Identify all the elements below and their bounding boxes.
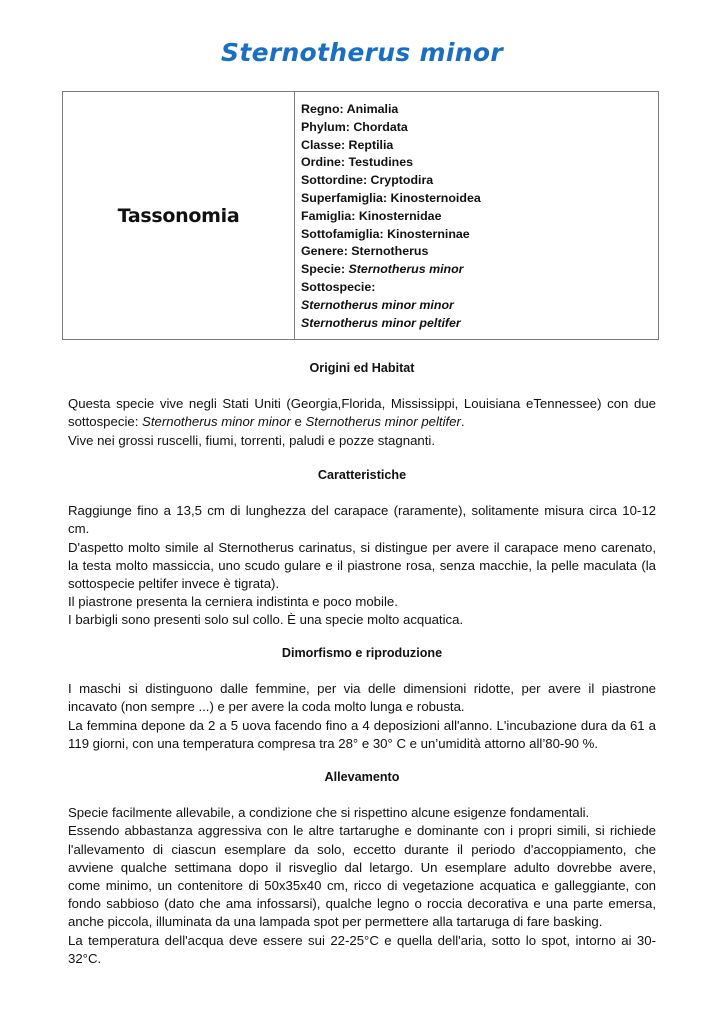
body-line: cm.: [68, 521, 90, 537]
subspecies-item: Sternotherus minor minor: [301, 297, 454, 312]
taxonomy-value: Chordata: [353, 119, 408, 134]
subspecies-item: Sternotherus minor peltifer: [301, 315, 461, 330]
taxonomy-key: Phylum:: [301, 119, 350, 134]
section-origini: [68, 359, 656, 450]
taxonomy-row-specie: [301, 261, 658, 279]
section-heading: Allevamento: [324, 770, 400, 784]
section-allevamento: [68, 768, 656, 968]
taxonomy-value: Animalia: [346, 102, 399, 116]
taxonomy-label-cell: [63, 92, 295, 339]
taxonomy-key: Genere:: [301, 244, 348, 259]
body-line: Vive nei grossi ruscelli, fiumi, torrenti, paludi e pozze stagnanti.: [68, 432, 435, 448]
section-caratteristiche: [68, 466, 656, 630]
body-line: anche piccola, illuminata da una lampada spot per permettere alla tartaruga di fare basking.: [68, 914, 603, 930]
taxonomy-value: Testudines: [348, 155, 414, 170]
taxonomy-row-classe: [301, 137, 658, 155]
body-line: Essendo abbastanza aggressiva con le altre tartarughe e dominante con i propri simili, si richiede: [68, 823, 656, 839]
taxonomy-row-sottofamiglia: [301, 226, 658, 244]
text-run: e: [290, 414, 306, 430]
taxonomy-row-phylum: [301, 119, 658, 137]
taxonomy-key: Famiglia:: [301, 208, 356, 223]
body-line: 119 giorni, con una temperatura compresa tra 28° e 30° C e un’umidità attorno all’80-90 %.: [68, 735, 599, 751]
taxonomy-row-famiglia: [301, 208, 658, 226]
taxonomy-label: Tassonomia: [117, 204, 240, 227]
body-line: D'aspetto molto simile al Sternotherus carinatus, si distingue per avere il carapace meno carenato,: [68, 539, 656, 555]
taxonomy-details-cell: [295, 92, 658, 339]
taxonomy-value: Sternotherus minor: [348, 262, 464, 277]
body-line: La femmina depone da 2 a 5 uova facendo fino a 4 deposizioni all'anno. L'incubazione dura da 61 a: [68, 717, 656, 733]
taxonomy-value: Cryptodira: [370, 173, 434, 188]
species-name: Sternotherus minor minor: [142, 414, 291, 430]
taxonomy-row-ordine: [301, 154, 658, 172]
body-line: 32°C.: [68, 950, 102, 966]
section-body: [68, 502, 656, 629]
taxonomy-row-sottordine: [301, 172, 658, 190]
taxonomy-row-superfamiglia: [301, 190, 658, 208]
body-line: come minimo, un contenitore di 50x35x40 cm, ricco di vegetazione acquatica e galleggiante, con: [68, 878, 656, 894]
taxonomy-value: Kinosternidae: [358, 208, 442, 223]
body-line: avviene qualche settimana dopo il risveglio dal letargo. Un esemplare adulto dovrebbe avere,: [68, 859, 656, 875]
body-line: Il piastrone presenta la cerniera indistinta e poco mobile.: [68, 594, 398, 610]
document-title: Sternotherus minor: [221, 38, 503, 67]
taxonomy-key: Sottofamiglia:: [301, 226, 384, 241]
taxonomy-key: Sottordine:: [301, 173, 368, 188]
body-line: I maschi si distinguono dalle femmine, per via delle dimensioni ridotte, per avere il piastrone: [68, 681, 656, 697]
body-line: Questa specie vive negli Stati Uniti (Georgia,Florida, Mississippi, Louisiana eTennessee) con due: [68, 396, 656, 412]
taxonomy-key: Superfamiglia:: [301, 190, 388, 205]
section-dimorfismo: [68, 644, 656, 753]
body-line: incavato (non sempre ...) e per avere la coda molto lunga e robusta.: [68, 699, 465, 715]
taxonomy-row-genere: [301, 243, 658, 261]
taxonomy-value: Kinosterninae: [387, 226, 470, 241]
taxonomy-row-sottospecie: [301, 279, 658, 297]
taxonomy-row-regno: [301, 101, 658, 119]
taxonomy-value: Kinosternoidea: [390, 190, 481, 205]
section-heading: Caratteristiche: [317, 468, 407, 482]
body-line: l'allevamento di ciascun esemplare da solo, eccetto durante il periodo d'accoppiamento, che: [68, 841, 656, 857]
taxonomy-table: [62, 91, 659, 340]
section-heading: Origini ed Habitat: [309, 361, 415, 375]
section-body: [68, 395, 656, 450]
body-line: Raggiunge fino a 13,5 cm di lunghezza del carapace (raramente), solitamente misura circa 10-12: [68, 503, 656, 519]
body-line: [68, 413, 656, 431]
taxonomy-key: Sottospecie:: [301, 279, 376, 294]
taxonomy-key: Regno:: [301, 102, 344, 116]
section-body: [68, 804, 656, 968]
body-line: Specie facilmente allevabile, a condizione che si rispettino alcune esigenze fondamentali.: [68, 805, 590, 821]
species-name: Sternotherus minor peltifer: [305, 414, 461, 430]
body-line: La temperatura dell'acqua deve essere sui 22-25°C e quella dell'aria, sotto lo spot, intorno ai 30-: [68, 932, 656, 948]
body-line: sottospecie peltifer invece è tigrata).: [68, 576, 280, 592]
taxonomy-value: Sternotherus: [351, 244, 429, 259]
body-line: fondo sabbioso (dato che ama infossarsi), qualche legno o roccia decorativa e una parte emersa,: [68, 896, 656, 912]
taxonomy-value: Reptilia: [348, 137, 394, 152]
section-body: [68, 680, 656, 753]
body-line: la testa molto massiccia, uno scudo gulare e il piastrone rosa, senza macchie, la pelle maculata (la: [68, 557, 656, 573]
section-heading: Dimorfismo e riproduzione: [281, 646, 443, 660]
taxonomy-key: Specie:: [301, 262, 346, 277]
text-run: sottospecie:: [68, 414, 143, 430]
body-line: I barbigli sono presenti solo sul collo. È una specie molto acquatica.: [68, 612, 464, 628]
text-run: .: [460, 414, 465, 430]
taxonomy-key: Ordine:: [301, 155, 346, 170]
taxonomy-key: Classe:: [301, 137, 346, 152]
